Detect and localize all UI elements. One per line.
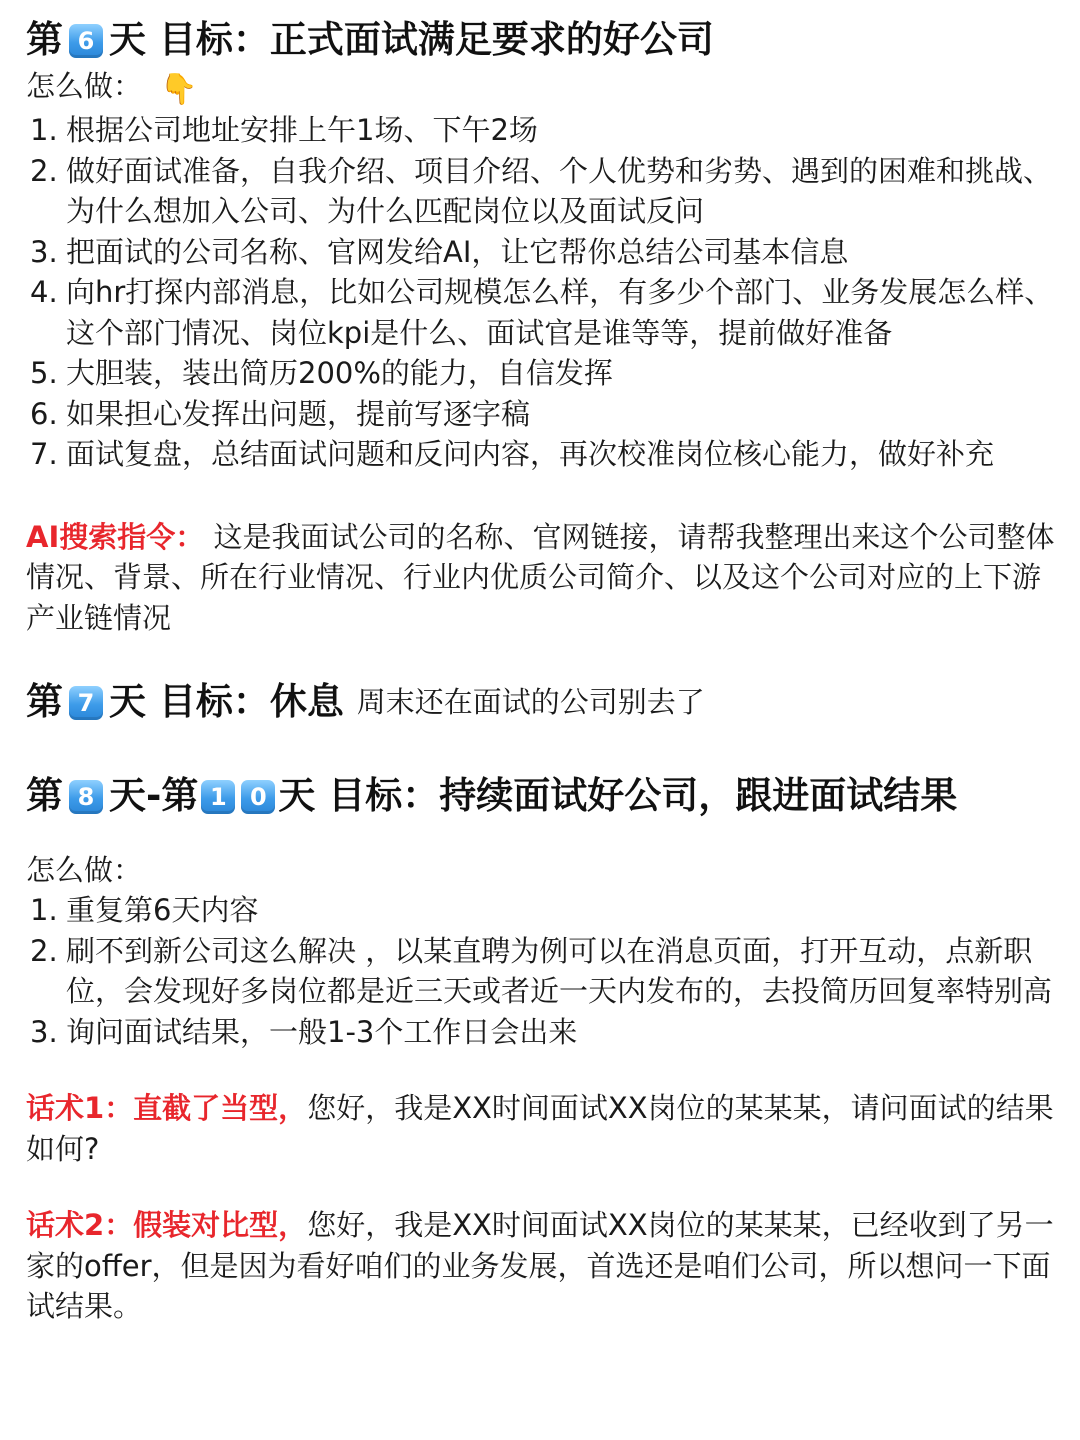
script-2-label: 话术2：假装对比型， — [26, 1208, 308, 1242]
keycap-6-icon: 6 — [69, 24, 103, 58]
list-number: 2. — [30, 933, 58, 968]
list-item — [26, 434, 1060, 475]
list-text: 大胆装，装出简历200%的能力，自信发挥 — [66, 356, 613, 390]
heading-prefix: 第 — [26, 680, 63, 723]
day6-title: 天 目标：正式面试满足要求的好公司 — [109, 18, 714, 61]
list-number: 3. — [30, 234, 58, 269]
day7-title: 天 目标：休息 — [109, 680, 344, 723]
list-text: 如果担心发挥出问题，提前写逐字稿 — [66, 396, 531, 431]
list-item — [26, 232, 1060, 273]
ai-search-label: AI搜索指令： — [26, 519, 205, 554]
script-2 — [26, 1205, 1060, 1327]
day8-10-title: 天 目标：持续面试好公司，跟进面试结果 — [278, 774, 958, 817]
day6-how-label-row — [26, 66, 1060, 110]
list-item — [26, 151, 1060, 232]
ai-search-text: 这是我面试公司的名称、官网链接，请帮我整理出来这个公司整体情况、背景、所在行业情况、行业内优质公司简介、以及这个公司对应的上下游产业链情况 — [26, 519, 1055, 635]
list-item — [26, 931, 1060, 1012]
list-number: 4. — [30, 275, 58, 309]
list-number: 2. — [30, 153, 58, 188]
day8-10-how-label: 怎么做： — [26, 853, 143, 887]
list-item — [26, 110, 1060, 151]
day6-heading — [26, 14, 1060, 66]
list-text: 刷不到新公司这么解决 ，以某直聘为例可以在消息页面，打开互动，点新职位，会发现好多岗位都是近三天或者近一天内发布的，去投简历回复率特别高 — [66, 933, 1053, 1008]
list-number: 3. — [30, 1014, 58, 1049]
list-item — [26, 353, 1060, 394]
list-item — [26, 1012, 1060, 1053]
day7-note: 周末还在面试的公司别去了 — [356, 685, 705, 719]
list-text: 向hr打探内部消息，比如公司规模怎么样，有多少个部门、业务发展怎么样、这个部门情况、岗位kpi是什么、面试官是谁等等，提前做好准备 — [66, 275, 1054, 350]
list-number: 6. — [30, 396, 58, 431]
script-2-text: 您好，我是XX时间面试XX岗位的某某某，已经收到了另一家的offer，但是因为看好咱们的业务发展，首选还是咱们公司，所以想问一下面试结果。 — [26, 1208, 1054, 1323]
list-text: 根据公司地址安排上午1场、下午2场 — [66, 113, 538, 147]
list-number: 1. — [30, 113, 58, 147]
keycap-0-icon: 0 — [241, 780, 275, 814]
day6-steps-list — [26, 110, 1060, 475]
how-label: 怎么做： — [26, 69, 143, 103]
list-item — [26, 272, 1060, 353]
list-number: 7. — [30, 437, 58, 471]
day8-10-steps-list — [26, 890, 1060, 1052]
list-number: 1. — [30, 893, 58, 927]
day8-10-heading — [26, 770, 1060, 822]
script-1 — [26, 1088, 1060, 1169]
list-text: 做好面试准备，自我介绍、项目介绍、个人优势和劣势、遇到的困难和挑战、为什么想加入公司、为什么匹配岗位以及面试反问 — [66, 153, 1053, 228]
script-1-label: 话术1：直截了当型， — [26, 1091, 308, 1125]
list-text: 询问面试结果，一般1-3个工作日会出来 — [66, 1014, 578, 1049]
list-text: 重复第6天内容 — [66, 893, 259, 927]
pointing-down-hand-icon: 👇 — [160, 72, 198, 107]
keycap-8-icon: 8 — [69, 780, 103, 814]
list-number: 5. — [30, 356, 58, 390]
heading-prefix: 第 — [26, 18, 63, 61]
list-text: 面试复盘，总结面试问题和反问内容，再次校准岗位核心能力，做好补充 — [66, 437, 995, 471]
ai-search-prompt — [26, 517, 1060, 639]
heading-mid: 天-第 — [109, 774, 199, 817]
keycap-1-icon: 1 — [201, 780, 235, 814]
list-text: 把面试的公司名称、官网发给AI，让它帮你总结公司基本信息 — [66, 234, 849, 269]
keycap-7-icon: 7 — [69, 686, 103, 720]
script-1-text: 您好，我是XX时间面试XX岗位的某某某，请问面试的结果如何? — [26, 1091, 1054, 1166]
list-item — [26, 394, 1060, 435]
heading-prefix: 第 — [26, 774, 63, 817]
list-item — [26, 890, 1060, 931]
document — [26, 14, 1060, 1327]
day7-heading — [26, 676, 1060, 728]
